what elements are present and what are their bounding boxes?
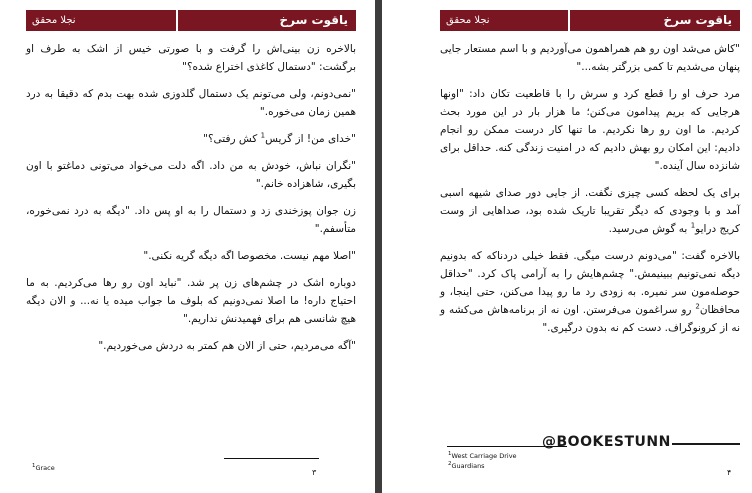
paragraph: بالاخره گفت: "می‌دونم درست میگی. فقط خیلی دردناکه که بدونیم دیگه نمی‌تونیم ببینیمش." چشم‌هایش را به آرامی پاک کرد. "حداقل حوصله‌مون سر نمیره. به زودی رد ما رو پیدا می‌کنن، حتی اینجا، و محافظان$^2$ رو سراغمون می‌فرستن. اون نه از برنامه‌هاش می‌کشه و نه از کرونوگراف. دست کم نه بدون درگیری.": [440, 250, 740, 334]
page-number: ۳: [312, 468, 317, 477]
book-title: یاقوت سرخ: [663, 13, 732, 27]
running-header: [440, 10, 740, 31]
page-gutter: [375, 0, 382, 493]
paragraph: بالاخره زن بینی‌اش را گرفت و با صورتی خیس از اشک به طرف او برگشت: "دستمال کاغذی اختراع شده؟": [26, 43, 356, 73]
header-divider: [568, 10, 570, 31]
header-divider: [176, 10, 178, 31]
running-header: [26, 10, 356, 31]
footnote: $^2$Guardians: [448, 461, 485, 471]
footnote: $^1$Grace: [32, 463, 55, 473]
paragraph: "کاش می‌شد اون رو هم همراهمون می‌آوردیم و با اسم مستعار جایی پنهان می‌شدیم تا کمی بزرگتر بشه...": [440, 43, 740, 73]
footnotes: [32, 462, 55, 472]
paragraph: دوباره اشک در چشم‌های زن پر شد. "نباید اون رو رها می‌کردیم. به ما احتیاج داره! ما اصلا نمی‌دونیم که بلوف ما جواب میده یا نه... و الان دیگه هیچ شانسی هم برای فهمیدنش نداریم.": [26, 277, 356, 325]
paragraph: زن جوان پوزخندی زد و دستمال را به او پس داد. "دیگه به درد نمی‌خوره، متأسفم.": [26, 205, 356, 235]
book-title: یاقوت سرخ: [279, 13, 348, 27]
watermark-underline: [672, 443, 740, 445]
page-body: [26, 40, 356, 364]
page-body: [440, 40, 740, 346]
footnote-ref: 1: [690, 221, 696, 230]
author-name: نجلا محقق: [446, 15, 490, 26]
right-page: [382, 0, 752, 493]
paragraph: "آگه می‌مردیم، حتی از الان هم کمتر به دردش می‌خوردیم.": [98, 340, 356, 352]
paragraph: برای یک لحظه کسی چیزی نگفت. از جایی دور صدای شیهه اسبی آمد و با وجودی که دیگر تقریبا تاریک شده بود، صداهایی از وست کریج درایو$^1$ به گوش می‌رسید.: [440, 187, 740, 235]
page-number: ۴: [727, 468, 732, 477]
paragraph: مرد حرف او را قطع کرد و سرش را با قاطعیت تکان داد: "اونها هرجایی که بریم پیدامون می‌کنن؛ ما هزار بار در این مورد بحث کردیم. ما اون رو رها نکردیم. ما تنها کار درست ممکن رو انجام دادیم: این امکان رو بهش دادیم که در امنیت زندگی کنه. حداقل برای شانزده سال آینده.": [440, 88, 740, 172]
footnotes: [448, 450, 517, 470]
footnote-ref: 2: [695, 302, 700, 311]
left-page: [0, 0, 375, 493]
paragraph: "نگران نباش، خودش به من داد. اگه دلت می‌خواد می‌تونی دماغتو با اون بگیری، شاهزاده خانم.": [26, 160, 356, 190]
paragraph: "نمی‌دونم، ولی می‌تونم یک دستمال گلدوزی شده بهت بدم که دقیقا به درد همین زمان می‌خوره.": [26, 88, 356, 118]
footnote-rule: [224, 458, 319, 459]
author-name: نجلا محقق: [32, 15, 76, 26]
paragraph: "اصلا مهم نیست. مخصوصا اگه دیگه گریه نکنی.": [143, 250, 356, 262]
footnote-ref: 1: [260, 131, 266, 140]
channel-watermark: @BOOKESTUNN: [542, 434, 671, 450]
paragraph: "خدای من! از گریس$^1$ کش رفتی؟": [203, 131, 356, 145]
footnote: $^1$West Carriage Drive: [448, 451, 517, 461]
